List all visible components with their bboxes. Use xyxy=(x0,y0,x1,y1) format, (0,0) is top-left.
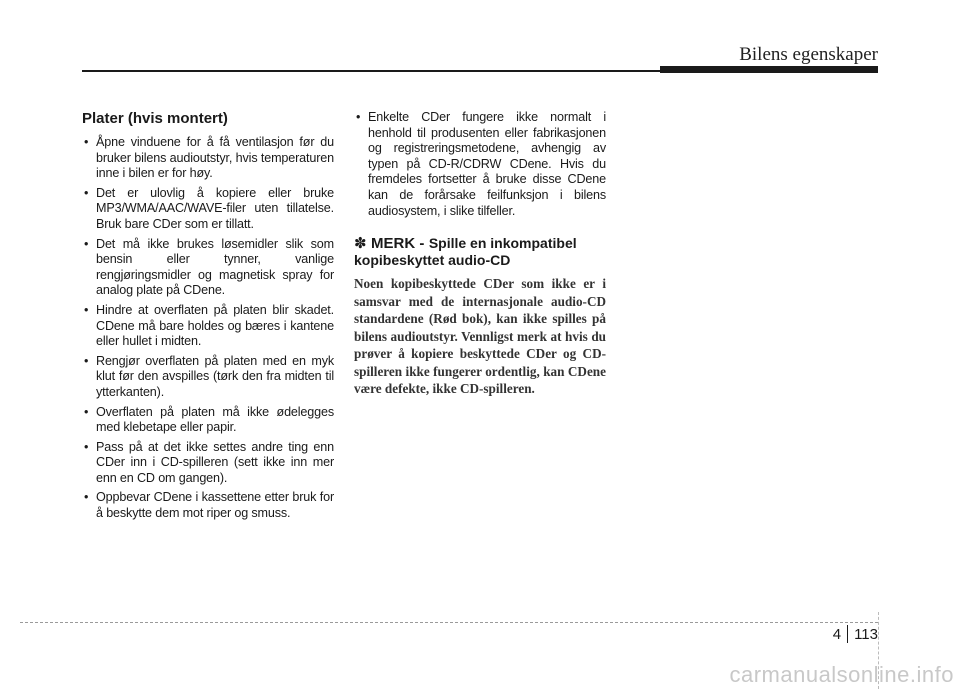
bullet-icon: • xyxy=(356,110,361,124)
chapter-number: 4 xyxy=(832,625,842,643)
note-title xyxy=(354,235,606,269)
note-subtitle: Spille en inkompatibel kopibeskyttet audio-CD xyxy=(354,235,577,269)
list-item: • Pass på at det ikke settes andre ting enn CDer inn i CD-spilleren (sett ikke inn mer enn en CD om gangen). xyxy=(84,439,334,485)
right-bullet-list xyxy=(354,110,606,219)
list-item: • Det er ulovlig å kopiere eller bruke MP3/WMA/AAC/WAVE-filer uten tillatelse. Bruk bare CDer som er tillatt. xyxy=(84,185,334,231)
right-column xyxy=(354,110,606,398)
page-number xyxy=(833,625,878,643)
page-number-value: 113 xyxy=(854,625,878,643)
bullet-icon: • xyxy=(84,439,89,454)
note-label: MERK - xyxy=(371,235,425,253)
list-item: • Hindre at overflaten på platen blir skadet. CDene må bare holdes og bæres i kantene eller hullet i midten. xyxy=(84,302,334,349)
bullet-icon: • xyxy=(84,353,89,368)
list-item: • Oppbevar CDene i kassettene etter bruk for å beskytte dem mot riper og smuss. xyxy=(84,490,334,521)
note-body: Noen kopibeskyttede CDer som ikke er i samsvar med de internasjonale audio-CD standardene (Rød bok), kan ikke spilles på bilens audioutstyr. Vennligst merk at hvis du prøver å kopiere beskyttede CDer og CD-spilleren ikke fungerer ordentlig, kan CDene være defekte, ikke CD-spilleren. xyxy=(354,276,606,397)
header-rule xyxy=(82,70,660,72)
bullet-icon: • xyxy=(84,135,89,149)
watermark: carmanualsonline.info xyxy=(729,662,954,687)
list-item: • Rengjør overflaten på platen med en myk klut før den avspilles (tørk den fra midten til ytterkanten). xyxy=(84,353,334,399)
list-item: • Det må ikke brukes løsemidler slik som bensin eller tynner, vanlige rengjøringsmidler og magnetisk spray for analog plate på CDene. xyxy=(84,236,334,298)
left-bullet-list xyxy=(82,135,334,522)
bullet-icon: • xyxy=(84,490,89,505)
header-title: Bilens egenskaper xyxy=(739,44,878,65)
header-rule-accent xyxy=(660,66,878,73)
section-title: Plater (hvis montert) xyxy=(82,110,228,127)
asterisk-icon: ✽ xyxy=(354,235,367,253)
left-column xyxy=(82,110,334,526)
footer-divider xyxy=(20,622,878,623)
list-item: • Åpne vinduene for å få ventilasjon før du bruker bilens audioutstyr, hvis temperaturen inne i bilen er for høy. xyxy=(84,135,334,181)
bullet-icon: • xyxy=(84,185,89,200)
bullet-icon: • xyxy=(84,236,89,251)
bullet-icon: • xyxy=(84,302,89,317)
list-item: • Enkelte CDer fungere ikke normalt i henhold til produsenten eller fabrikasjonen og registreringsmetodene, avhengig av typen på CD-R/CDRW CDene. Hvis du fremdeles fortsetter å bruke disse CDene kan de forårsake feilfunksjon i bilens audiosystem, i slike tilfeller. xyxy=(356,110,606,218)
bullet-icon: • xyxy=(84,404,89,419)
list-item: • Overflaten på platen må ikke ødelegges med klebetape eller papir. xyxy=(84,404,334,435)
